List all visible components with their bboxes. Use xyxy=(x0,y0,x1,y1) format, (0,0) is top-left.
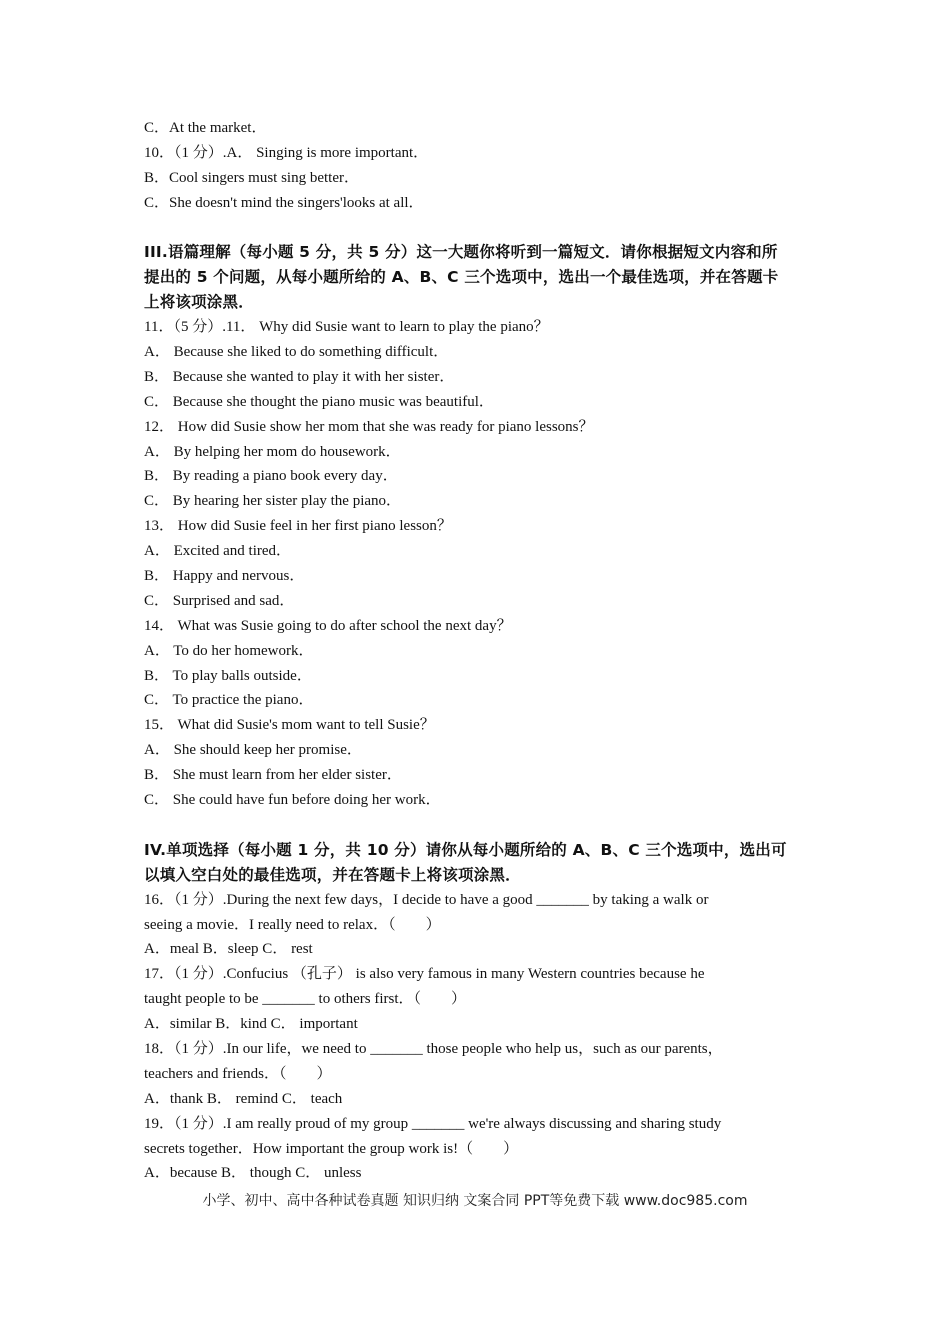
question-line: 15． What did Susie's mom want to tell Susie？ xyxy=(144,717,435,734)
question-line: 11．（5 分）.11． Why did Susie want to learn to play the piano？ xyxy=(144,319,549,336)
option-line: A． Because she liked to do something difficult． xyxy=(144,344,449,361)
option-line: B． Happy and nervous． xyxy=(144,568,305,585)
section-heading-4: 以填入空白处的最佳选项，并在答题卡上将该项涂黑． xyxy=(144,865,521,884)
question-line: taught people to be _______ to others first．（ ） xyxy=(144,991,467,1008)
option-line: C． Because she thought the piano music was beautiful． xyxy=(144,393,494,410)
question-line: seeing a movie．I really need to relax．（ ） xyxy=(144,916,441,933)
option-line: C． Surprised and sad． xyxy=(144,592,295,609)
option-line: B． By reading a piano book every day． xyxy=(144,468,398,485)
option-line: B． She must learn from her elder sister． xyxy=(144,767,402,784)
option-line: C． To practice the piano． xyxy=(144,692,314,709)
question-line: 10．（1 分）.A． Singing is more important． xyxy=(144,144,429,161)
option-line: A．because B． though C． unless xyxy=(144,1165,362,1182)
option-line: A． By helping her mom do housework． xyxy=(144,443,401,460)
option-line: A． Excited and tired． xyxy=(144,543,292,560)
spacer xyxy=(144,216,814,241)
page-footer: 小学、初中、高中各种试卷真题 知识归纳 文案合同 PPT等免费下载 www.doc985.com xyxy=(202,1193,748,1209)
question-line: 13． How did Susie feel in her first piano lesson？ xyxy=(144,518,452,535)
option-line: A．meal B．sleep C． rest xyxy=(144,941,313,958)
option-line: C．She doesn't mind the singers'looks at all． xyxy=(144,194,424,211)
spacer xyxy=(144,813,814,838)
option-line: B．Cool singers must sing better． xyxy=(144,169,359,186)
document-page xyxy=(144,116,814,1186)
question-line: 17．（1 分）.Confucius （孔子） is also very famous in many Western countries because he xyxy=(144,966,705,983)
question-line: 12． How did Susie show her mom that she was ready for piano lessons？ xyxy=(144,418,594,435)
option-line: C． By hearing her sister play the piano． xyxy=(144,493,402,510)
section-heading-3: 提出的 5 个问题，从每小题所给的 A、B、C 三个选项中，选出一个最佳选项，并在答题卡 xyxy=(144,268,779,287)
option-line: C．At the market． xyxy=(144,120,267,136)
question-line: teachers and friends．（ ） xyxy=(144,1065,332,1082)
question-line: 18．（1 分）.In our life，we need to _______ those people who help us，such as our parents， xyxy=(144,1040,723,1057)
option-line: B． To play balls outside． xyxy=(144,667,312,684)
question-line: secrets together．How important the group work is!（ ） xyxy=(144,1140,519,1157)
option-line: A．similar B．kind C． important xyxy=(144,1016,358,1033)
option-line: C． She could have fun before doing her work． xyxy=(144,792,441,809)
question-line: 16．（1 分）.During the next few days，I decide to have a good _______ by taking a walk or xyxy=(144,891,709,908)
option-line: A． To do her homework． xyxy=(144,642,314,659)
question-line: 19．（1 分）.I am really proud of my group _______ we're always discussing and sharing study xyxy=(144,1115,722,1132)
option-line: B． Because she wanted to play it with her sister． xyxy=(144,368,455,385)
option-line: A．thank B． remind C． teach xyxy=(144,1090,343,1107)
section-heading-3: III.语篇理解（每小题 5 分，共 5 分）这一大题你将听到一篇短文．请你根据短文内容和所 xyxy=(144,243,778,262)
option-line: A． She should keep her promise． xyxy=(144,742,362,759)
section-heading-4: IV.单项选择（每小题 1 分，共 10 分）请你从每小题所给的 A、B、C 三个选项中，选出可 xyxy=(144,840,787,859)
section-heading-3: 上将该项涂黑． xyxy=(144,293,254,312)
question-line: 14． What was Susie going to do after school the next day？ xyxy=(144,617,512,634)
